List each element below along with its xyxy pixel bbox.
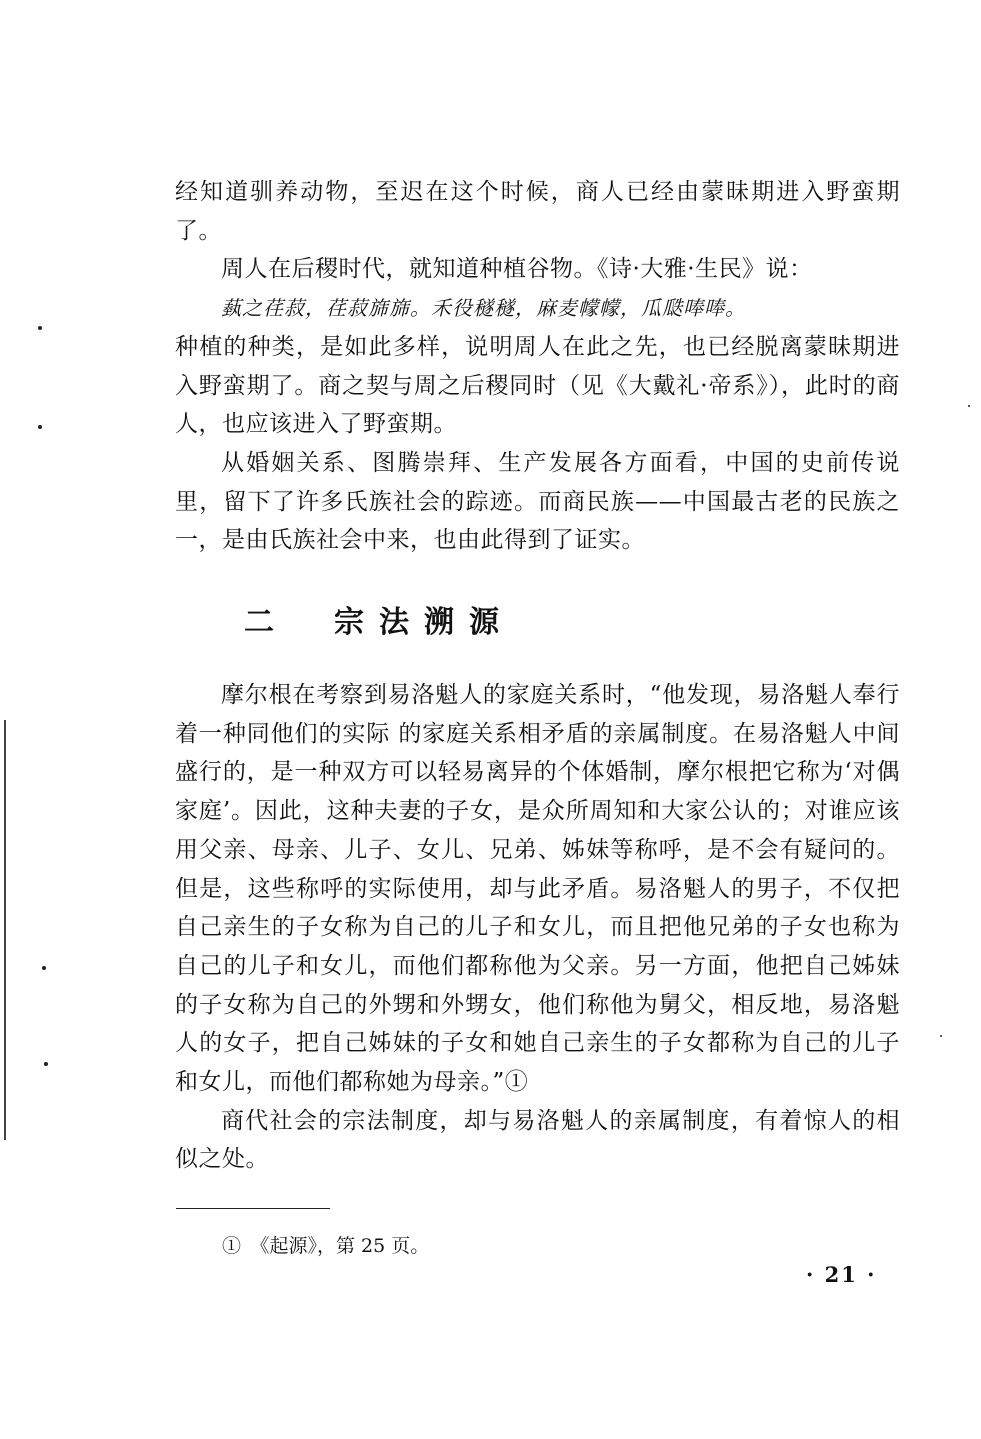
scan-speck — [38, 425, 42, 429]
body-text-top — [175, 173, 900, 560]
footnote: ① 《起源》，第 25 页。 — [222, 1235, 430, 1257]
scan-speck — [968, 405, 970, 407]
paragraph: 经知道驯养动物，至迟在这个时候，商人已经由蒙昧期进入野蛮期了。 — [175, 179, 900, 244]
scan-edge-line — [4, 720, 6, 1140]
scan-speck — [44, 1062, 48, 1066]
paragraph: 从婚姻关系、图腾崇拜、生产发展各方面看，中国的史前传说里，留下了许多氏族社会的踪迹。而商民族——中国最古老的民族之一，是由氏族社会中来，也由此得到了证实。 — [175, 449, 900, 554]
footnote-divider — [176, 1208, 330, 1209]
scan-speck — [940, 1035, 942, 1037]
paragraph: 周人在后稷时代，就知道种植谷物。《诗·大雅·生民》说： — [221, 256, 813, 283]
poem-quote: 蓺之荏菽，荏菽旆旆。禾役穟穟，麻麦幪幪，瓜瓞唪唪。 — [221, 296, 746, 321]
paragraph: 商代社会的宗法制度，却与易洛魁人的亲属制度，有着惊人的相似之处。 — [175, 1107, 900, 1173]
scan-speck — [42, 966, 46, 970]
paragraph: 摩尔根在考察到易洛魁人的家庭关系时，“他发现，易洛魁人奉行着一种同他们的实际 的家庭关系相矛盾的亲属制度。在易洛魁人中间盛行的，是一种双方可以轻易离异的个体婚制，摩尔根把它称为‘对偶家庭’。因此，这种夫妻的子女，是众所周知和大家公认的；对谁应该用父亲、母亲、儿子、女儿、兄弟、姊妹等称呼，是不会有疑问的。但是，这些称呼的实际使用，却与此矛盾。易洛魁人的男子，不仅把自己亲生的子女称为自己的儿子和女儿，而且把他兄弟的子女也称为自己的儿子和女儿，而他们都称他为父亲。另一方面，他把自己姊妹的子女称为自己的外甥和外甥女，他们称他为舅父，相反地，易洛魁人的女子，把自己姊妹的子女和她自己亲生的子女都称为自己的儿子和女儿，而他们都称她为母亲。”① — [175, 682, 900, 1096]
body-text-bottom — [175, 676, 900, 1179]
paragraph: 种植的种类，是如此多样，说明周人在此之先，也已经脱离蒙昧期进入野蛮期了。商之契与周之后稷同时（见《大戴礼·帝系》），此时的商人，也应该进入了野蛮期。 — [175, 333, 900, 438]
page-number: · 21 · — [806, 1262, 877, 1287]
section-heading: 二 宗法溯源 — [244, 605, 514, 640]
scan-speck — [38, 326, 42, 330]
